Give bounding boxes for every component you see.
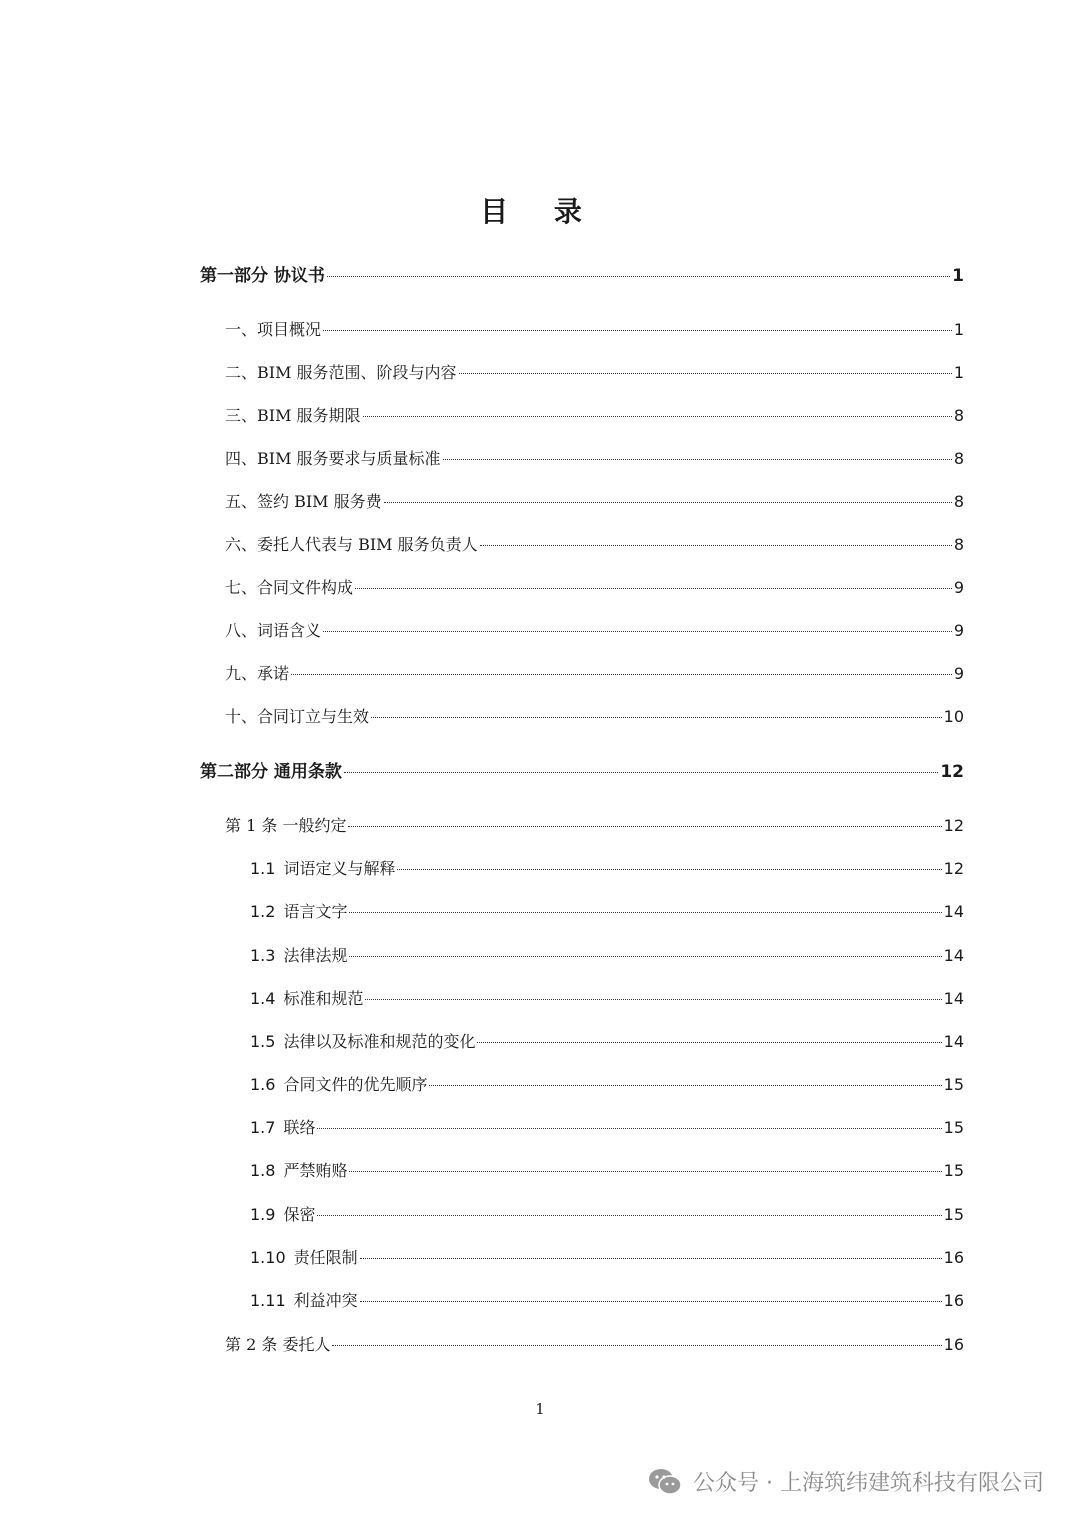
toc-entry-number: 1.11 <box>250 1291 286 1310</box>
toc-entry-text: 三、BIM 服务期限 <box>225 406 361 425</box>
toc-entry-page: 9 <box>953 621 964 640</box>
toc-entry-page: 9 <box>953 578 964 597</box>
toc-entry-label <box>225 446 441 472</box>
dot-leader <box>360 1301 942 1302</box>
watermark <box>647 1466 1044 1497</box>
toc-entry-text: 第一部分 协议书 <box>200 266 325 286</box>
toc-entry[interactable] <box>225 403 964 429</box>
toc-entry-page: 14 <box>943 1032 964 1051</box>
toc-entry-label <box>225 661 289 687</box>
toc-entry-number: 1.6 <box>250 1075 276 1094</box>
toc-entry-label <box>250 1158 347 1184</box>
toc-entry-page: 14 <box>943 902 964 921</box>
toc-entry-page: 12 <box>943 859 964 878</box>
toc-entry[interactable] <box>250 943 964 969</box>
toc-entry-page: 10 <box>943 707 964 726</box>
toc-entry[interactable] <box>225 813 964 839</box>
toc-entry-label <box>225 704 369 730</box>
toc-entry-number: 1.4 <box>250 989 276 1008</box>
toc-entry[interactable] <box>250 1072 964 1098</box>
toc-entry-label <box>200 263 325 289</box>
toc-entry-page: 14 <box>943 946 964 965</box>
toc-entry[interactable] <box>250 1288 964 1314</box>
dot-leader <box>360 1258 942 1259</box>
toc-entry[interactable] <box>225 360 964 386</box>
dot-leader <box>365 999 941 1000</box>
toc-entry-label <box>250 943 347 969</box>
toc-entry-label <box>225 813 346 839</box>
dot-leader <box>355 588 952 589</box>
toc-entry-page: 12 <box>940 762 964 782</box>
toc-entry-text: 词语定义与解释 <box>283 859 396 878</box>
toc-entry[interactable] <box>225 532 964 558</box>
toc-entry-number: 1.10 <box>250 1248 286 1267</box>
dot-leader <box>349 1171 941 1172</box>
toc-entry[interactable] <box>250 1029 964 1055</box>
toc-entry[interactable] <box>225 317 964 343</box>
toc-entry[interactable] <box>200 263 964 289</box>
toc-entry-number: 1.1 <box>250 859 276 878</box>
toc-entry-label <box>225 360 457 386</box>
toc-entry-page: 8 <box>953 449 964 468</box>
toc-entry-page: 1 <box>953 363 964 382</box>
dot-leader <box>332 1345 941 1346</box>
toc-entry-text: 法律法规 <box>283 946 348 965</box>
toc-entry-page: 14 <box>943 989 964 1008</box>
toc-entry-page: 1 <box>952 266 964 286</box>
toc-entry-text: 利益冲突 <box>293 1291 358 1310</box>
dot-leader <box>349 912 941 913</box>
toc-entry-text: 四、BIM 服务要求与质量标准 <box>225 449 441 468</box>
toc-entry-page: 9 <box>953 664 964 683</box>
toc-entry-label <box>250 1202 315 1228</box>
dot-leader <box>480 545 952 546</box>
dot-leader <box>363 416 952 417</box>
dot-leader <box>459 373 952 374</box>
toc-entry-page: 8 <box>953 535 964 554</box>
wechat-icon <box>647 1467 683 1497</box>
page-number: 1 <box>535 1400 545 1418</box>
toc-entry-text: 五、签约 BIM 服务费 <box>225 492 382 511</box>
dot-leader <box>348 826 941 827</box>
toc-entry-page: 15 <box>943 1118 964 1137</box>
toc-entry-page: 1 <box>953 320 964 339</box>
toc-entry[interactable] <box>250 1202 964 1228</box>
dot-leader <box>397 869 941 870</box>
dot-leader <box>291 674 952 675</box>
dot-leader <box>323 330 952 331</box>
toc-entry-label <box>225 489 382 515</box>
toc-entry-text: 第二部分 通用条款 <box>200 762 342 782</box>
toc-entry-text: 二、BIM 服务范围、阶段与内容 <box>225 363 457 382</box>
toc-entry-text: 七、合同文件构成 <box>225 578 354 597</box>
toc-entry[interactable] <box>225 618 964 644</box>
watermark-text: 公众号 · 上海筑纬建筑科技有限公司 <box>693 1471 1044 1496</box>
toc-entry[interactable] <box>250 856 964 882</box>
toc-entry[interactable] <box>250 986 964 1012</box>
toc-entry-label <box>250 1115 315 1141</box>
toc-entry[interactable] <box>250 899 964 925</box>
toc-entry-text: 合同文件的优先顺序 <box>283 1075 428 1094</box>
toc-entry-label <box>250 899 347 925</box>
toc-entry-page: 15 <box>943 1161 964 1180</box>
toc-entry-label <box>250 1245 358 1271</box>
toc-entry-number: 1.2 <box>250 902 276 921</box>
dot-leader <box>323 631 952 632</box>
toc-entry-label <box>225 403 361 429</box>
toc-entry[interactable] <box>250 1158 964 1184</box>
toc-entry[interactable] <box>250 1115 964 1141</box>
toc-entry-text: 严禁贿赂 <box>283 1161 348 1180</box>
toc-entry-label <box>250 1029 475 1055</box>
toc-entry-page: 16 <box>943 1248 964 1267</box>
toc-entry-page: 15 <box>943 1075 964 1094</box>
toc-entry-text: 八、词语含义 <box>225 621 322 640</box>
toc-entry-text: 法律以及标准和规范的变化 <box>283 1032 476 1051</box>
toc-entry-page: 8 <box>953 492 964 511</box>
toc-entry-number: 1.9 <box>250 1205 276 1224</box>
dot-leader <box>371 717 942 718</box>
toc-entry-label <box>250 856 395 882</box>
toc-entry[interactable] <box>225 661 964 687</box>
toc-entry-label <box>225 575 353 601</box>
toc-entry-number: 1.3 <box>250 946 276 965</box>
toc-entry-page: 15 <box>943 1205 964 1224</box>
dot-leader <box>477 1042 941 1043</box>
dot-leader <box>349 956 941 957</box>
toc-entry-page: 16 <box>943 1335 964 1354</box>
toc-entry-label <box>250 1072 427 1098</box>
toc-entry-number: 1.7 <box>250 1118 276 1137</box>
toc-entry[interactable] <box>250 1245 964 1271</box>
toc-entry-text: 责任限制 <box>293 1248 358 1267</box>
toc-entry-label <box>250 986 363 1012</box>
toc-entry-page: 16 <box>943 1291 964 1310</box>
dot-leader <box>317 1215 941 1216</box>
toc-entry[interactable] <box>225 575 964 601</box>
toc-entry-text: 标准和规范 <box>283 989 364 1008</box>
toc-entry[interactable] <box>225 489 964 515</box>
toc-entry-label <box>250 1288 358 1314</box>
toc-entry-text: 第 1 条 一般约定 <box>225 816 347 835</box>
page-title: 目 录 <box>480 195 600 228</box>
toc-entry-label <box>225 618 321 644</box>
toc-entry-number: 1.5 <box>250 1032 276 1051</box>
dot-leader <box>384 502 952 503</box>
toc-entry-label <box>225 317 321 343</box>
toc-entry-number: 1.8 <box>250 1161 276 1180</box>
toc-entry-text: 语言文字 <box>283 902 348 921</box>
toc-entry-text: 第 2 条 委托人 <box>225 1335 331 1354</box>
toc-entry-label <box>200 759 342 785</box>
toc-entry[interactable] <box>225 1332 964 1358</box>
toc-entry-text: 十、合同订立与生效 <box>225 707 370 726</box>
toc-entry-label <box>225 1332 330 1358</box>
dot-leader <box>327 276 950 277</box>
toc-entry-page: 12 <box>943 816 964 835</box>
toc-entry[interactable] <box>225 446 964 472</box>
toc-entry-label <box>225 532 478 558</box>
toc-entry-text: 六、委托人代表与 BIM 服务负责人 <box>225 535 478 554</box>
dot-leader <box>344 772 938 773</box>
dot-leader <box>443 459 952 460</box>
toc-entry[interactable] <box>200 759 964 785</box>
dot-leader <box>429 1085 941 1086</box>
toc-entry[interactable] <box>225 704 964 730</box>
dot-leader <box>317 1128 941 1129</box>
toc-entry-text: 联络 <box>283 1118 316 1137</box>
toc-entry-text: 保密 <box>283 1205 316 1224</box>
toc-entry-page: 8 <box>953 406 964 425</box>
toc-entry-text: 一、项目概况 <box>225 320 322 339</box>
toc-entry-text: 九、承诺 <box>225 664 290 683</box>
